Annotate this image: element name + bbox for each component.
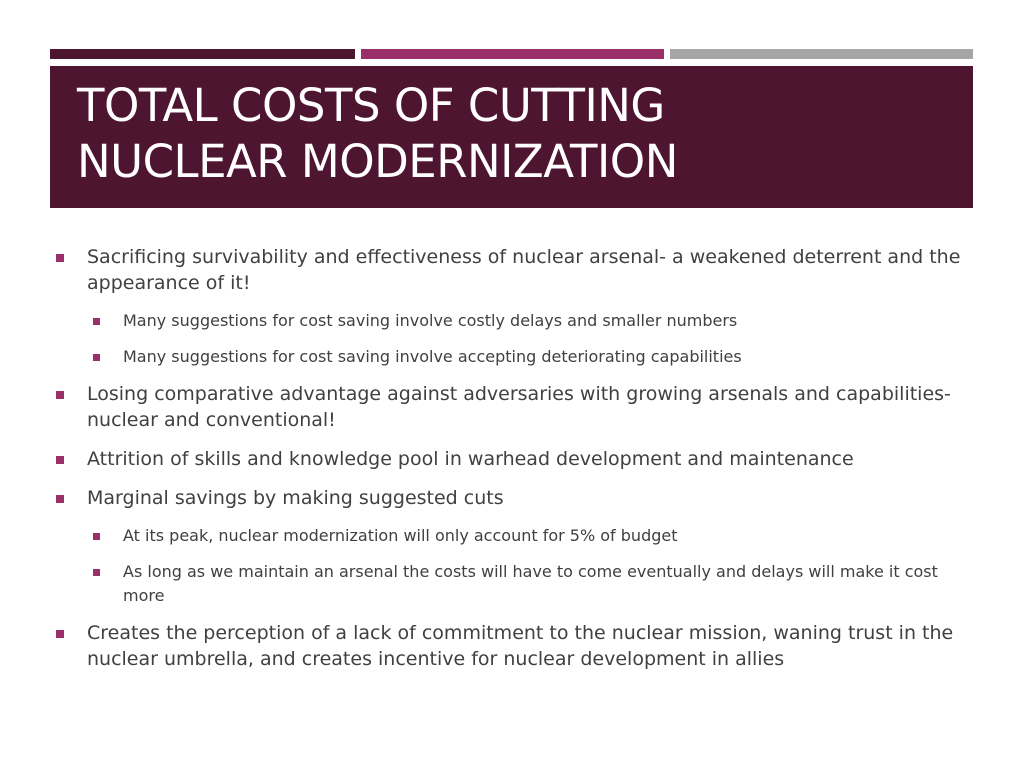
bullet-item	[50, 620, 980, 672]
bullet-text: Marginal savings by making suggested cuts	[87, 487, 504, 509]
bullet-text: Losing comparative advantage against adversaries with growing arsenals and capabilities- nuclear and conventional!	[87, 383, 951, 431]
sub-bullet-text: As long as we maintain an arsenal the costs will have to come eventually and delays will make it cost more	[123, 562, 938, 605]
slide-title-line-2: NUCLEAR MODERNIZATION	[77, 135, 678, 188]
sub-bullet-item	[50, 560, 980, 608]
bullet-text: Creates the perception of a lack of commitment to the nuclear mission, waning trust in the nuclear umbrella, and creates incentive for nuclear development in allies	[87, 622, 954, 670]
sub-bullet-item	[50, 524, 980, 548]
sub-bullet-item	[50, 345, 980, 369]
square-bullet-icon	[56, 254, 64, 262]
accent-bar-gray	[670, 49, 973, 59]
square-bullet-icon	[93, 354, 100, 361]
bullet-list	[50, 244, 980, 685]
square-bullet-icon	[56, 456, 64, 464]
square-bullet-icon	[56, 630, 64, 638]
sub-bullet-item	[50, 309, 980, 333]
square-bullet-icon	[93, 533, 100, 540]
bullet-text: Attrition of skills and knowledge pool in warhead development and maintenance	[87, 448, 854, 470]
square-bullet-icon	[93, 569, 100, 576]
bullet-text: Sacrificing survivability and effectiveness of nuclear arsenal- a weakened deterrent and the appearance of it!	[87, 246, 961, 294]
square-bullet-icon	[93, 318, 100, 325]
square-bullet-icon	[56, 495, 64, 503]
bullet-item	[50, 381, 980, 433]
sub-bullet-text: Many suggestions for cost saving involve costly delays and smaller numbers	[123, 311, 738, 330]
accent-bar-dark	[50, 49, 355, 59]
sub-bullet-text: Many suggestions for cost saving involve accepting deteriorating capabilities	[123, 347, 742, 366]
slide-title-line-1: TOTAL COSTS OF CUTTING	[77, 79, 665, 132]
bullet-item	[50, 446, 980, 472]
bullet-item	[50, 485, 980, 511]
square-bullet-icon	[56, 391, 64, 399]
title-box	[50, 66, 973, 208]
sub-bullet-text: At its peak, nuclear modernization will only account for 5% of budget	[123, 526, 678, 545]
accent-bar-magenta	[361, 49, 664, 59]
bullet-item	[50, 244, 980, 296]
